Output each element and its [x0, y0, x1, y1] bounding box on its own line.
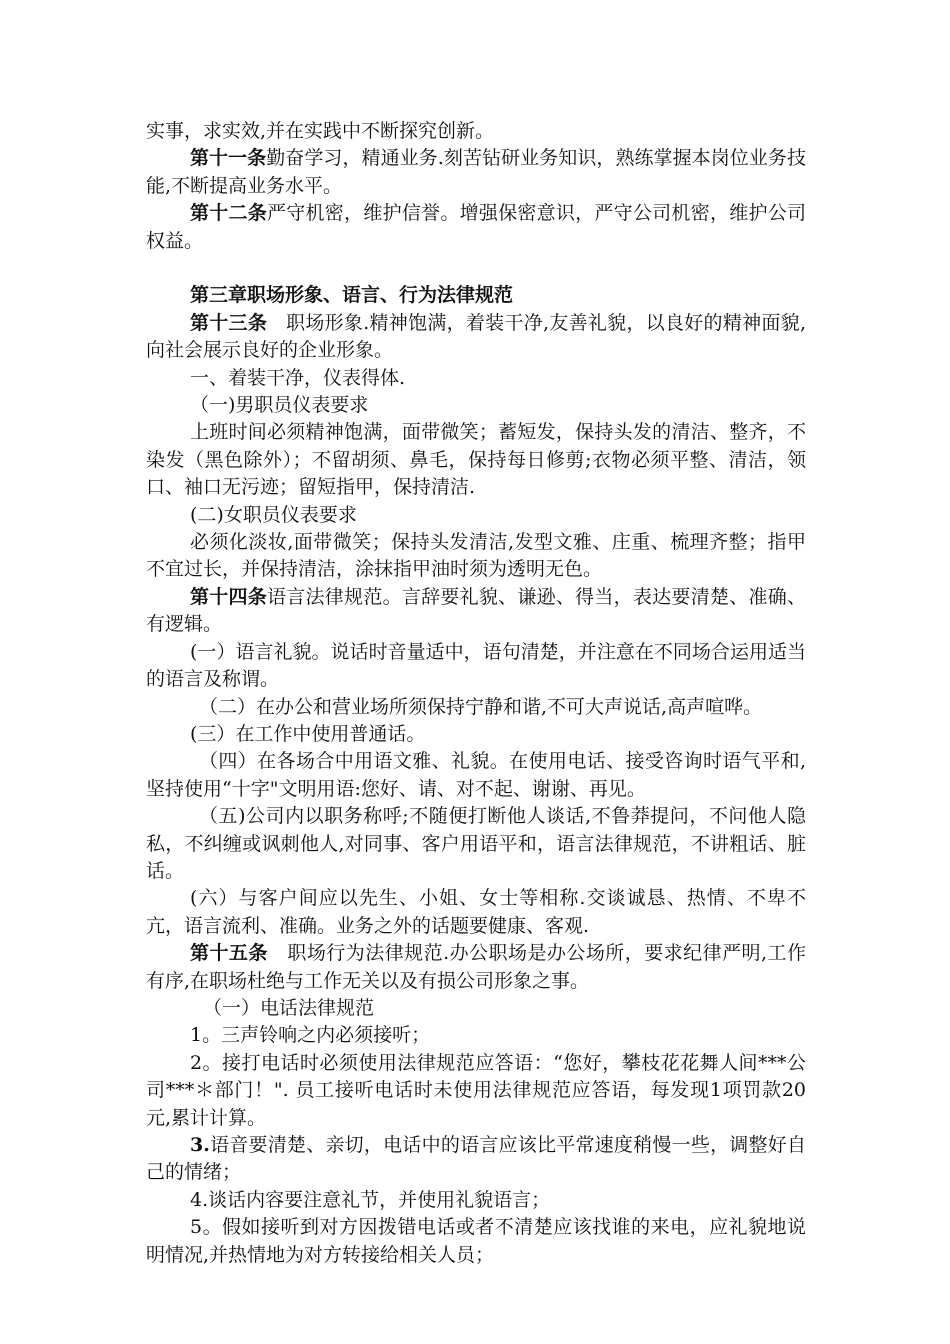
phone-rule-4: 4.谈话内容要注意礼节，并使用礼貌语言；	[190, 1188, 551, 1211]
article-number: 第十四条	[190, 585, 268, 608]
item-language-4: （四）在各场合中用语文雅、礼貌。在使用电话、接受咨询时语气平和,坚持使用“十字"文明用语:您好、请、对不起、谢谢、再见。	[146, 750, 806, 800]
item-language-5: （五)公司内以职务称呼;不随便打断他人谈话,不鲁莽提问，不问他人隐私，不纠缠或讽刺他人,对同事、客户用语平和，语言法律规范，不讲粗话、脏话。	[146, 805, 806, 882]
paragraph-male-requirements: 上班时间必须精神饱满，面带微笑；蓄短发，保持头发的清洁、整齐，不染发（黑色除外）；不留胡须、鼻毛，保持每日修剪;衣物必须平整、清洁，领口、袖口无污迹；留短指甲，保持清洁.	[146, 421, 806, 499]
item-language-6: (六）与客户间应以先生、小姐、女士等相称.交谈诚恳、热情、不卑不亢，语言流利、准确。业务之外的话题要健康、客观.	[146, 887, 806, 937]
article-number: 第十二条	[190, 202, 268, 225]
article-15	[146, 940, 806, 995]
blank-line	[146, 255, 806, 282]
article-number: 第十三条	[190, 311, 268, 334]
article-number: 第十五条	[190, 942, 268, 965]
subsection-female: (二)女职员仪表要求	[190, 503, 357, 526]
paragraph-female-requirements: 必须化淡妆,面带微笑；保持头发清洁,发型文雅、庄重、梳理齐整；指甲不宜过长，并保持清洁，涂抹指甲油时须为透明无色。	[146, 531, 806, 581]
paragraph-text: 严守机密，维护信誉。增强保密意识，严守公司机密，维护公司权益。	[146, 202, 806, 252]
paragraph-text: 语言法律规范。言辞要礼貌、谦逊、得当，表达要清楚、准确、有逻辑。	[146, 585, 806, 636]
item-language-1: (一）语言礼貌。说话时音量适中，语句清楚，并注意在不同场合运用适当的语言及称谓。	[146, 640, 806, 691]
article-13	[146, 310, 806, 365]
phone-rule-2: 2。接打电话时必须使用法律规范应答语：“您好，攀枝花花舞人间***公司***＊部门！". 员工接听电话时未使用法律规范应答语，每发现1项罚款20元,累计计算。	[146, 1051, 806, 1129]
phone-rule-5: 5。假如接听到对方因拨错电话或者不清楚应该找谁的来电，应礼貌地说明情况,并热情地为对方转接给相关人员；	[146, 1216, 806, 1266]
article-11	[146, 145, 806, 200]
paragraph-1	[146, 118, 806, 145]
phone-rule-1: 1。三声铃响之内必须接听；	[190, 1024, 431, 1047]
phone-rule-3: 3.语音要清楚、亲切，电话中的语言应该比平常速度稍慢一些，调整好自己的情绪；	[146, 1134, 806, 1184]
item-language-3: (三）在工作中使用普通话。	[190, 722, 426, 745]
paragraph-text: 职场形象.精神饱满，着装干净,友善礼貌，以良好的精神面貌,向社会展示良好的企业形象。	[146, 311, 806, 362]
rule-number: 3.	[190, 1134, 210, 1157]
paragraph-text: 实事，求实效,并在实践中不断探究创新。	[146, 120, 495, 142]
item-language-2: （二）在办公和营业场所须保持宁静和谐,不可大声说话,高声喧哗。	[199, 695, 763, 718]
document-page	[146, 118, 806, 1269]
paragraph-text: 勤奋学习，精通业务.刻苦钻研业务知识，熟练掌握本岗位业务技能,不断提高业务水平。	[146, 147, 806, 197]
article-12	[146, 200, 806, 255]
article-number: 第十一条	[190, 147, 267, 170]
subsection-phone: （一）电话法律规范	[203, 996, 375, 1019]
article-14	[146, 584, 806, 639]
subsection-male: （一)男职员仪表要求	[190, 394, 369, 417]
paragraph-text: 职场行为法律规范.办公职场是办公场所，要求纪律严明,工作有序,在职场杜绝与工作无关以及有损公司形象之事。	[146, 942, 806, 992]
chapter-heading: 第三章职场形象、语言、行为法律规范	[190, 284, 514, 307]
section-dress: 一、着装干净，仪表得体.	[190, 366, 406, 389]
